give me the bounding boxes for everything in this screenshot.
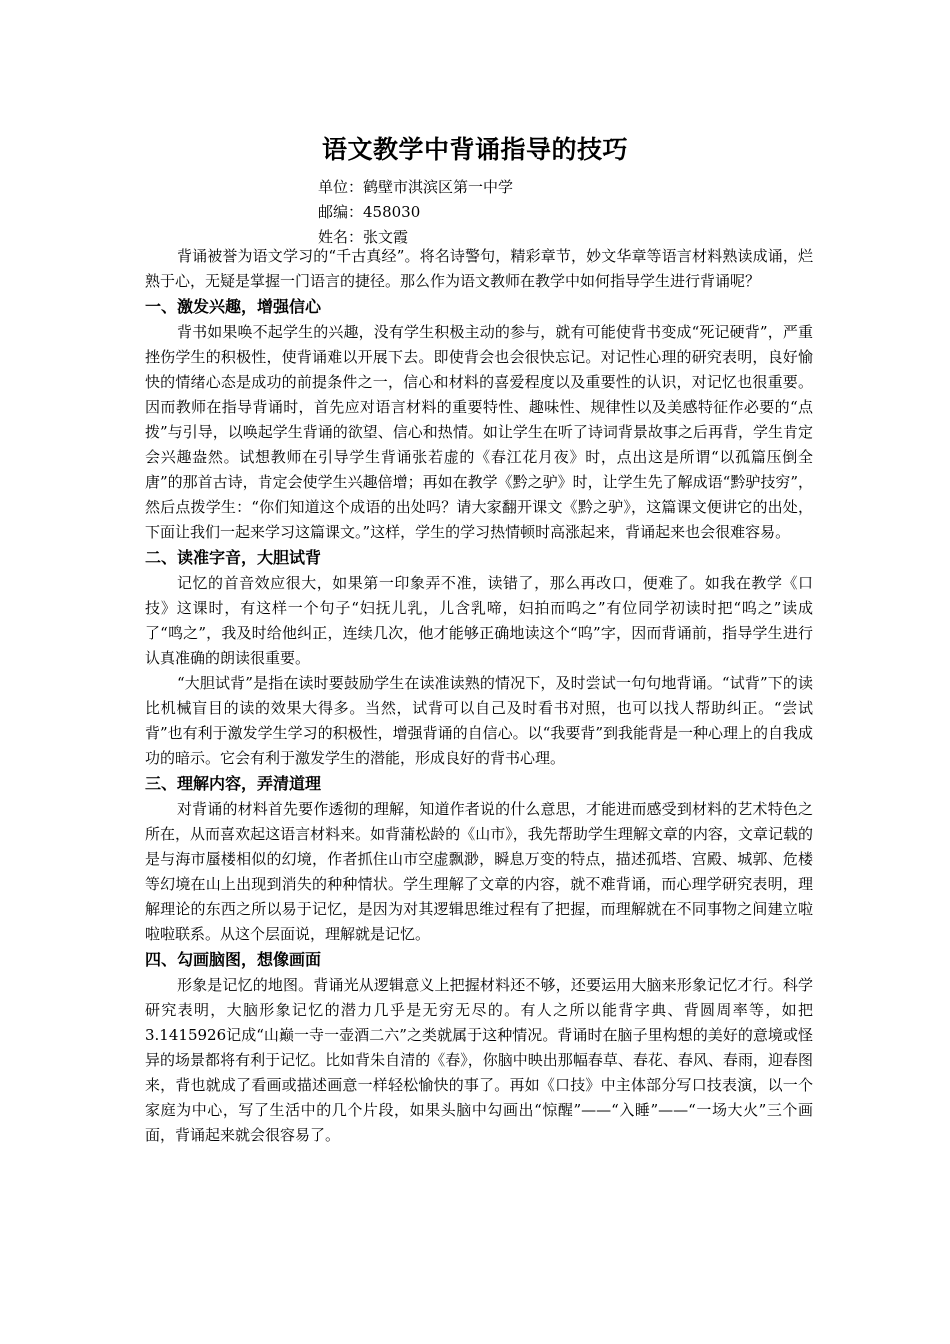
- body-paragraph: 背书如果唤不起学生的兴趣，没有学生积极主动的参与，就有可能使背书变成“死记硬背”，严重挫伤学生的积极性，使背诵难以开展下去。即使背会也会很快忘记。对记性心理的研究表明，良好愉快的情绪心态是成功的前提条件之一，信心和材料的喜爱程度以及重要性的认识，对记忆也很重要。因而教师在指导背诵时，首先应对语言材料的重要特性、趣味性、规律性以及美感特征作必要的“点拨”与引导，以唤起学生背诵的欲望、信心和热情。如让学生在听了诗词背景故事之后再背，学生肯定会兴趣盎然。试想教师在引导学生背诵张若虚的《春江花月夜》时，点出这是所谓“以孤篇压倒全唐”的那首古诗，肯定会使学生兴趣倍增；再如在教学《黔之驴》时，让学生先了解成语“黔驴技穷”，然后点拨学生：“你们知道这个成语的出处吗？请大家翻开课文《黔之驴》，这篇课文便讲它的出处，下面让我们一起来学习这篇课文。”这样，学生的学习热情顿时高涨起来，背诵起来也会很难容易。: [145, 323, 814, 541]
- body-paragraph: 形象是记忆的地图。背诵光从逻辑意义上把握材料还不够，还要运用大脑来形象记忆才行。科学研究表明，大脑形象记忆的潜力几乎是无穷无尽的。有人之所以能背字典、背圆周率等，如把3.1415926记成“山巅一寺一壶酒二六”之类就属于这种情况。背诵时在脑子里构想的美好的意境或怪异的场景都将有利于记忆。比如背朱自清的《春》，你脑中映出那幅春草、春花、春风、春雨，迎春图来，背也就成了看画或描述画意一样轻松愉快的事了。再如《口技》中主体部分写口技表演，以一个家庭为中心，写了生活中的几个片段，如果头脑中勾画出“惊醒”——“入睡”——“一场大火”三个画面，背诵起来就会很容易了。: [145, 976, 813, 1144]
- section-heading: 二、读准字音，大胆试背: [145, 548, 322, 567]
- document-body: [145, 244, 813, 1148]
- author-unit: 单位：鹤壁市淇滨区第一中学: [318, 178, 514, 196]
- body-paragraph: 对背诵的材料首先要作透彻的理解，知道作者说的什么意思，才能进而感受到材料的艺术特色之所在，从而喜欢起这语言材料来。如背蒲松龄的《山市》，我先帮助学生理解文章的内容，文章记载的是与海市蜃楼相似的幻境，作者抓住山市空虚飘渺，瞬息万变的特点，描述孤塔、宫殿、城郭、危楼等幻境在山上出现到消失的种种情状。学生理解了文章的内容，就不难背诵，而心理学研究表明，理解理论的东西之所以易于记忆，是因为对其逻辑思维过程有了把握，而理解就在不同事物之间建立啦啦啦联系。从这个层面说，理解就是记忆。: [145, 800, 813, 943]
- section-heading: 三、理解内容，弄清道理: [145, 774, 322, 793]
- section-heading: 四、勾画脑图，想像画面: [145, 950, 322, 969]
- body-paragraph: 记忆的首音效应很大，如果第一印象弄不准，读错了，那么再改口，便难了。如我在教学《口技》这课时，有这样一个句子“妇抚儿乳，儿含乳啼，妇拍而呜之”有位同学初读时把“呜之”读成了“鸣之”，我及时给他纠正，连续几次，他才能够正确地读这个“呜”字，因而背诵前，指导学生进行认真准确的朗读很重要。: [145, 574, 813, 667]
- section-2: [145, 545, 813, 771]
- document-title: 语文教学中背诵指导的技巧: [321, 135, 628, 164]
- author-postcode: 邮编：458030: [318, 203, 421, 221]
- body-paragraph: “大胆试背”是指在读时要鼓励学生在读准读熟的情况下，及时尝试一句句地背诵。“试背”下的读比机械盲目的读的效果大得多。当然，试背可以自己及时看书对照，也可以找人帮助纠正。“尝试背”也有利于激发学生学习的积极性，增强背诵的自信心。以“我要背”到我能背是一种心理上的自我成功的暗示。它会有利于激发学生的潜能，形成良好的背书心理。: [145, 674, 814, 767]
- intro-paragraph: 背诵被誉为语文学习的“千古真经”。将名诗警句，精彩章节，妙文华章等语言材料熟读成诵，烂熟于心，无疑是掌握一门语言的捷径。那么作为语文教师在教学中如何指导学生进行背诵呢？: [145, 247, 813, 290]
- section-3: [145, 771, 813, 947]
- section-1: [145, 294, 813, 545]
- section-heading: 一、激发兴趣，增强信心: [145, 297, 322, 316]
- author-name: 姓名：张文霞: [318, 228, 409, 246]
- section-4: [145, 947, 813, 1148]
